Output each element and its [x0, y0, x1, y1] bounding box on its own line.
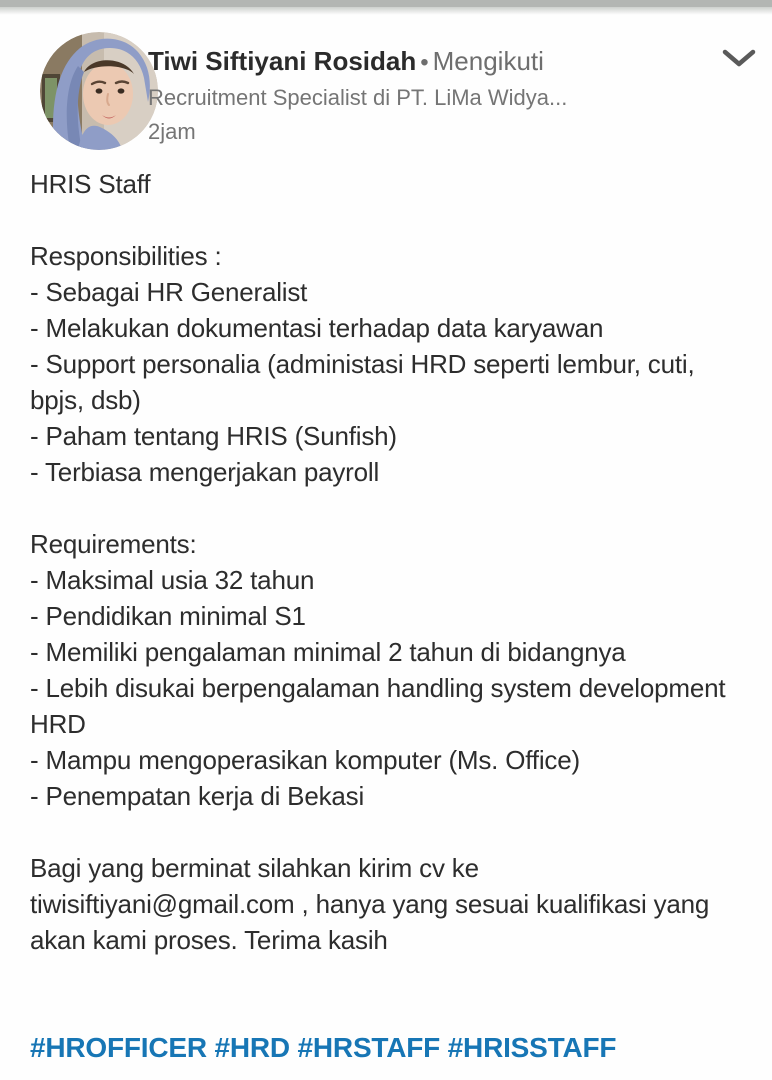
hashtag-link[interactable]: #HRSTAFF — [297, 1032, 441, 1063]
post-text-line: - Terbiasa mengerjakan payroll — [30, 457, 380, 487]
top-divider-fade — [0, 7, 772, 15]
post-text-line: - Pendidikan minimal S1 — [30, 601, 306, 631]
dot-separator-icon: • — [420, 49, 429, 76]
post-text-line: Bagi yang berminat silahkan kirim cv ke — [30, 853, 479, 883]
post-text-line: HRD — [30, 709, 86, 739]
top-divider — [0, 0, 772, 7]
post-text-line: akan kami proses. Terima kasih — [30, 925, 388, 955]
post-text-line: Requirements: — [30, 529, 197, 559]
post-body — [30, 166, 770, 958]
post-text-line — [30, 814, 770, 850]
post-text-line: tiwisiftiyani@gmail.com , hanya yang sesuai kualifikasi yang — [30, 889, 710, 919]
post-timestamp: 2jam — [148, 119, 196, 144]
post-text-line: - Paham tentang HRIS (Sunfish) — [30, 421, 397, 451]
post-text-line: bpjs, dsb) — [30, 385, 141, 415]
post-text-line: Responsibilities : — [30, 241, 222, 271]
post-text-line: - Support personalia (administasi HRD seperti lembur, cuti, — [30, 349, 695, 379]
chevron-down-icon[interactable] — [720, 46, 758, 72]
post-text-line: - Penempatan kerja di Bekasi — [30, 781, 365, 811]
post-text-line: - Sebagai HR Generalist — [30, 277, 308, 307]
post-text-line: - Maksimal usia 32 tahun — [30, 565, 315, 595]
post-text-line: - Memiliki pengalaman minimal 2 tahun di bidangnya — [30, 637, 626, 667]
post-author-line — [148, 44, 544, 80]
author-name[interactable]: Tiwi Siftiyani Rosidah — [148, 46, 417, 76]
hashtag-link[interactable]: #HRD — [214, 1032, 290, 1063]
post-text-line: - Mampu mengoperasikan komputer (Ms. Office) — [30, 745, 580, 775]
post-text-line: HRIS Staff — [30, 169, 151, 199]
avatar-photo-icon — [40, 32, 158, 150]
post-text-line: - Melakukan dokumentasi terhadap data karyawan — [30, 313, 604, 343]
author-headline: Recruitment Specialist di PT. LiMa Widya... — [148, 85, 568, 110]
post-hashtags — [30, 1030, 770, 1066]
post-text-line — [30, 490, 770, 526]
avatar[interactable] — [40, 32, 158, 150]
hashtag-link[interactable]: #HRISSTAFF — [447, 1032, 617, 1063]
post-text-line: - Lebih disukai berpengalaman handling system development — [30, 673, 726, 703]
hashtag-link[interactable]: #HROFFICER — [30, 1032, 207, 1063]
post-text-line — [30, 202, 770, 238]
follow-status: Mengikuti — [432, 46, 544, 76]
